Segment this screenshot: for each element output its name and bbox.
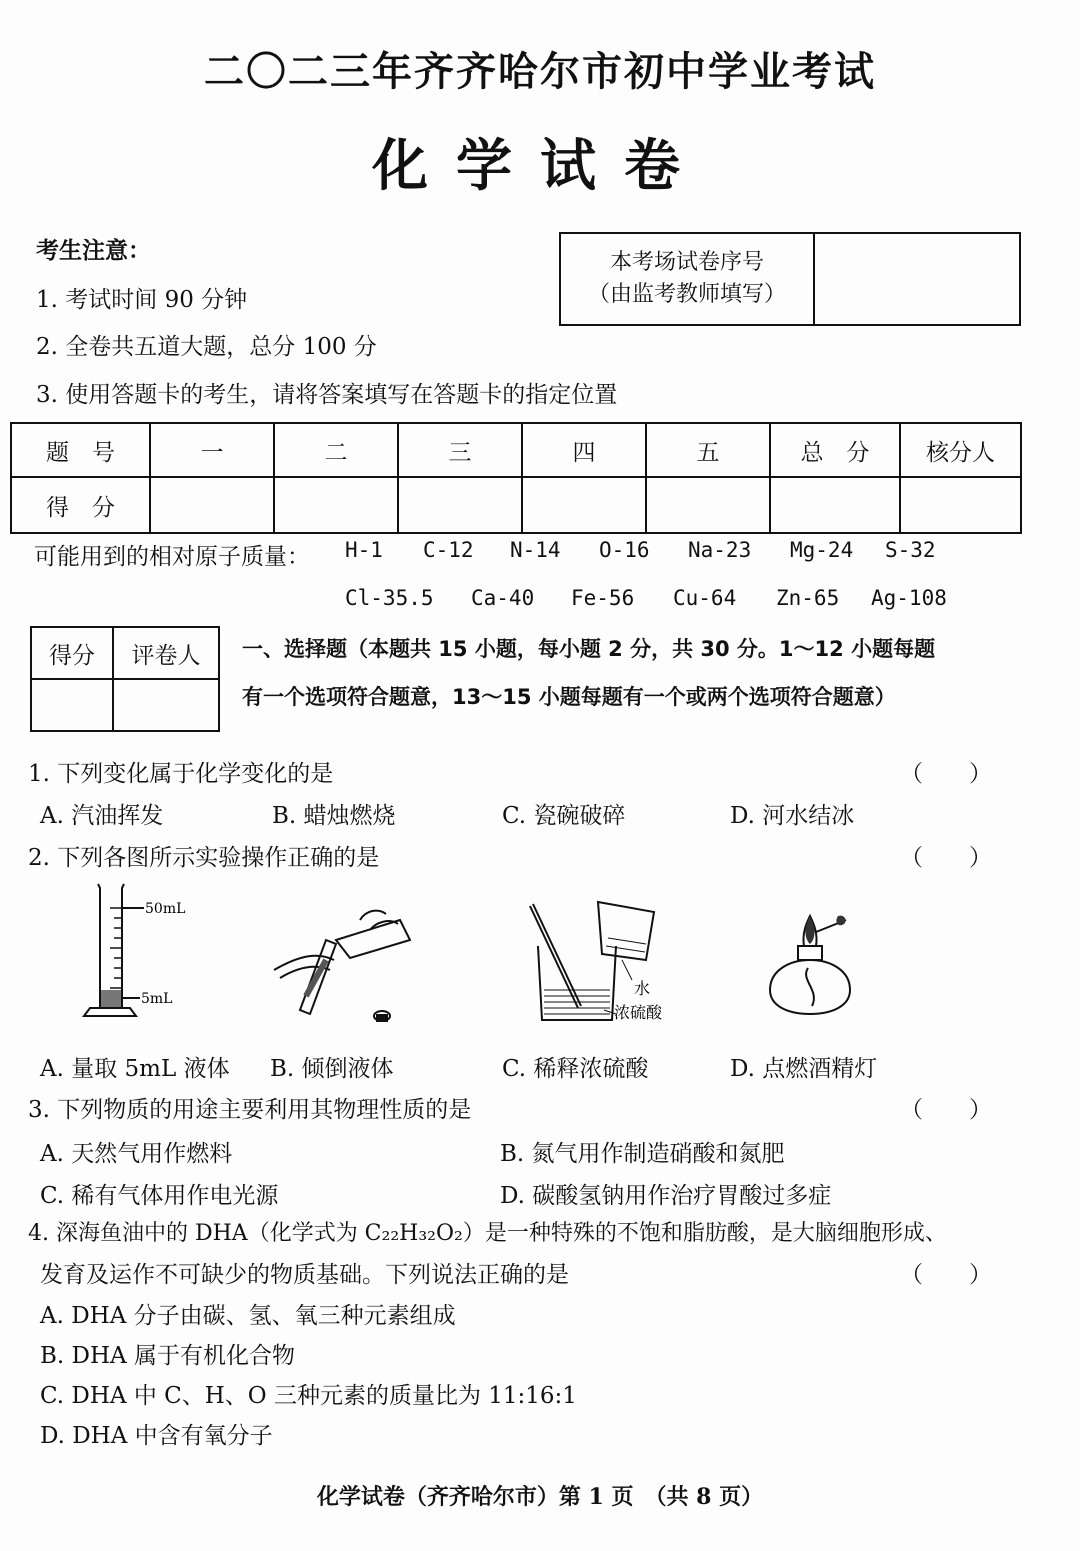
- atomic-mass: Ca-40: [471, 586, 535, 610]
- atomic-mass: N-14: [510, 538, 561, 562]
- answer-paren[interactable]: （ ）: [900, 845, 992, 871]
- score-cell[interactable]: [274, 477, 398, 533]
- page-footer: 化学试卷（齐齐哈尔市）第 1 页 （共 8 页）: [316, 1484, 764, 1510]
- notice-item: 2. 全卷共五道大题，总分 100 分: [36, 334, 377, 360]
- notice-heading: 考生注意：: [36, 237, 151, 264]
- option: A. 天然气用作燃料: [40, 1141, 233, 1167]
- section1-instructions-line1: 一、选择题（本题共 15 小题，每小题 2 分，共 30 分。1～12 小题每题: [242, 637, 936, 661]
- score-table-header: 五: [646, 423, 770, 477]
- grader-score-label: 得分: [31, 627, 113, 679]
- grader-box: [30, 626, 220, 732]
- score-table-header: 二: [274, 423, 398, 477]
- atomic-mass: C-12: [423, 538, 474, 562]
- option: B. 倾倒液体: [270, 1056, 394, 1082]
- option: A. 量取 5mL 液体: [40, 1056, 230, 1082]
- atomic-mass: Cl-35.5: [345, 586, 434, 610]
- section1-instructions-line2: 有一个选项符合题意，13～15 小题每题有一个或两个选项符合题意）: [242, 685, 896, 709]
- atomic-mass: Zn-65: [776, 586, 840, 610]
- serial-input-cell[interactable]: [815, 234, 1019, 324]
- score-cell[interactable]: [646, 477, 770, 533]
- atomic-mass: S-32: [885, 538, 936, 562]
- atomic-mass: Cu-64: [673, 586, 737, 610]
- score-table-row-label: 得 分: [11, 477, 150, 533]
- serial-label-line1: 本考场试卷序号: [609, 250, 764, 275]
- option: D. 碳酸氢钠用作治疗胃酸过多症: [500, 1183, 832, 1209]
- score-table-header: 总 分: [770, 423, 900, 477]
- answer-paren[interactable]: （ ）: [900, 761, 992, 787]
- option: C. DHA 中 C、H、O 三种元素的质量比为 11:16:1: [40, 1383, 577, 1409]
- atomic-mass: O-16: [599, 538, 650, 562]
- notice-item: 3. 使用答题卡的考生，请将答案填写在答题卡的指定位置: [36, 382, 618, 408]
- question-4-stem-line2: 发育及运作不可缺少的物质基础。下列说法正确的是: [40, 1262, 569, 1288]
- option: D. DHA 中含有氧分子: [40, 1423, 273, 1449]
- option: B. DHA 属于有机化合物: [40, 1343, 295, 1369]
- score-table: [10, 422, 1022, 534]
- score-cell[interactable]: [150, 477, 274, 533]
- question-2-stem: 2. 下列各图所示实验操作正确的是: [28, 845, 380, 871]
- score-table-header: 核分人: [900, 423, 1021, 477]
- atomic-mass: Fe-56: [571, 586, 635, 610]
- option: A. DHA 分子由碳、氢、氧三种元素组成: [40, 1303, 456, 1329]
- atomic-mass-label: 可能用到的相对原子质量：: [34, 544, 310, 570]
- dilute-acid-figure: [518, 898, 698, 1028]
- score-cell[interactable]: [770, 477, 900, 533]
- serial-label: [561, 234, 815, 324]
- score-table-header: 题 号: [11, 423, 150, 477]
- cylinder-label-5ml: 5mL: [141, 991, 173, 1007]
- water-label: 水: [634, 979, 651, 998]
- score-cell[interactable]: [900, 477, 1021, 533]
- grader-name-label: 评卷人: [113, 627, 219, 679]
- option: A. 汽油挥发: [40, 803, 164, 829]
- option: D. 点燃酒精灯: [730, 1056, 878, 1082]
- atomic-mass: Na-23: [688, 538, 752, 562]
- question-1-stem: 1. 下列变化属于化学变化的是: [28, 761, 334, 787]
- acid-label: 浓硫酸: [614, 1003, 663, 1022]
- exam-title: 二〇二三年齐齐哈尔市初中学业考试: [204, 49, 876, 95]
- score-cell[interactable]: [522, 477, 646, 533]
- grader-name-cell[interactable]: [113, 679, 219, 731]
- grader-score-cell[interactable]: [31, 679, 113, 731]
- question-3-stem: 3. 下列物质的用途主要利用其物理性质的是: [28, 1097, 472, 1123]
- answer-paren[interactable]: （ ）: [900, 1097, 992, 1123]
- answer-paren[interactable]: （ ）: [900, 1262, 992, 1288]
- atomic-mass: Mg-24: [790, 538, 854, 562]
- subject-title: 化学试卷: [372, 134, 708, 199]
- option: C. 稀有气体用作电光源: [40, 1183, 279, 1209]
- serial-number-box: [559, 232, 1021, 326]
- option: C. 稀释浓硫酸: [502, 1056, 649, 1082]
- score-table-header: 一: [150, 423, 274, 477]
- pouring-liquid-figure: [270, 900, 420, 1030]
- option: B. 氮气用作制造硝酸和氮肥: [500, 1141, 785, 1167]
- score-table-header: 四: [522, 423, 646, 477]
- score-cell[interactable]: [398, 477, 522, 533]
- serial-label-line2: （由监考教师填写）: [587, 282, 786, 307]
- graduated-cylinder-figure: [70, 880, 210, 1025]
- atomic-mass: Ag-108: [871, 586, 947, 610]
- cylinder-label-50ml: 50mL: [145, 901, 186, 917]
- option: C. 瓷碗破碎: [502, 803, 626, 829]
- alcohol-lamp-figure: [760, 910, 860, 1025]
- atomic-mass: H-1: [345, 538, 383, 562]
- score-table-header: 三: [398, 423, 522, 477]
- question-4-stem-line1: 4. 深海鱼油中的 DHA（化学式为 C₂₂H₃₂O₂）是一种特殊的不饱和脂肪酸，是大脑细胞形成、: [28, 1221, 947, 1246]
- option: B. 蜡烛燃烧: [272, 803, 396, 829]
- notice-item: 1. 考试时间 90 分钟: [36, 287, 248, 313]
- option: D. 河水结冰: [730, 803, 855, 829]
